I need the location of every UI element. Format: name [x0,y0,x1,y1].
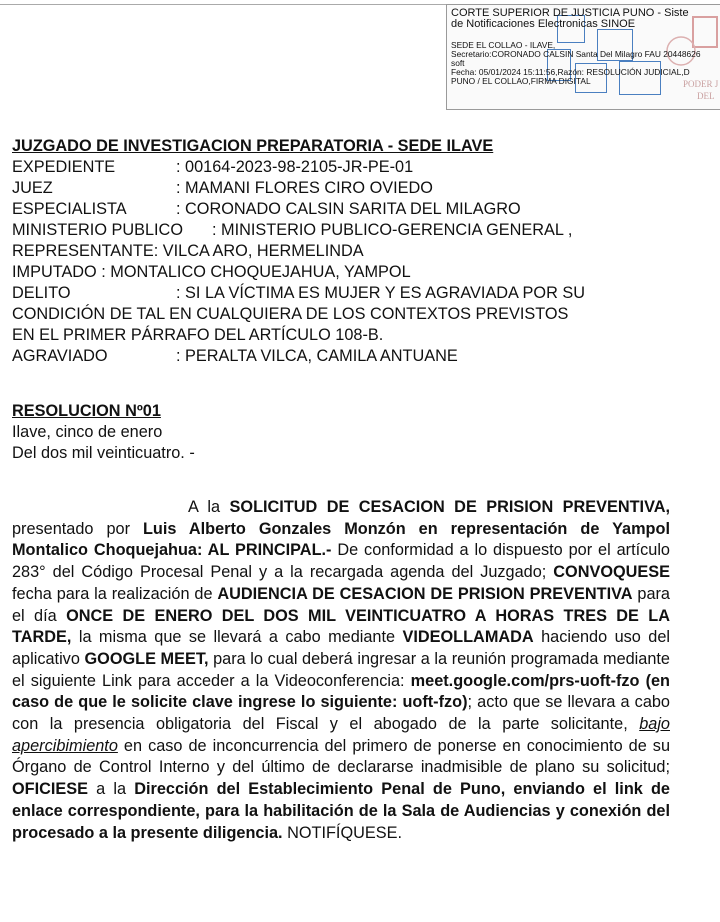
delito-value: : SI LA VÍCTIMA ES MUJER Y ES AGRAVIADA POR SU [176,284,585,302]
body-bold-text: ONCE DE ENERO DEL DOS MIL VEINTICUATRO A HORAS TRES DE LA TARDE, [12,606,670,647]
stamp-soft-line: soft [451,58,465,68]
body-text: ; acto que se llevara a cabo con la presencia obligatoria del Fiscal y el abogado de la parte solicitante, [12,693,670,734]
body-text: a la [88,780,135,799]
resolution-year: Del dos mil veinticuatro. - [12,444,195,462]
body-text: NOTIFÍQUESE. [282,823,402,842]
case-header [12,136,672,464]
juez-row [12,178,672,199]
stamp-sede-line: SEDE EL COLLAO - ILAVE, [451,40,556,50]
body-underlined-text: bajo apercibimiento [12,715,670,755]
meeting-link: meet.google.com/prs-uoft-fzo (en caso de que le solicite clave ingrese lo siguiente: uoft-fzo) [12,671,670,712]
body-bold-text: Dirección del Establecimiento Penal de Puno, enviando el link de enlace correspondiente, para la habilitación de la Sala de Audiencias y conexión del procesado a la presente diligencia. [12,780,670,842]
resolution-title: RESOLUCION Nº01 [12,402,161,420]
body-bold-text: CONVOQUESE [553,563,670,582]
especialista-row [12,199,672,220]
especialista-value: : CORONADO CALSIN SARITA DEL MILAGRO [176,200,521,218]
body-bold-text: GOOGLE MEET, [84,649,209,668]
body-text: fecha para la realización de [12,584,218,603]
digital-signature-stamp [446,4,720,110]
body-bold-text: VIDEOLLAMADA [402,628,534,647]
delito-continuation-1: CONDICIÓN DE TAL EN CUALQUIERA DE LOS CONTEXTOS PREVISTOS [12,305,569,323]
expediente-label: EXPEDIENTE [12,158,116,176]
agraviado-row [12,346,672,367]
body-bold-text: AUDIENCIA DE CESACION DE PRISION PREVENTIVA [217,584,633,603]
body-text: para lo cual deberá ingresar a la reunión programada mediante el siguiente Link para acceder a la Videoconferencia: [12,649,670,690]
body-bold-text: SOLICITUD DE CESACION DE PRISION PREVENTIVA, [229,498,671,516]
stamp-secretary-line: Secretario:CORONADO CALSIN Santa Del Milagro FAU 20448626 [451,49,701,59]
juez-value: : MAMANI FLORES CIRO OVIEDO [176,179,433,197]
body-bold-text: OFICIESE [12,780,88,799]
delito-continuation-2: EN EL PRIMER PÁRRAFO DEL ARTÍCULO 108-B. [12,326,384,344]
stamp-system-line: de Notificaciones Electronicas SINOE [451,18,636,30]
juez-label: JUEZ [12,179,53,197]
expediente-row [12,157,672,178]
body-text: la misma que se llevará a cabo mediante [71,628,403,647]
stamp-court-line: CORTE SUPERIOR DE JUSTICIA PUNO - Siste [451,7,689,19]
ministerio-label: MINISTERIO PUBLICO [12,221,183,239]
expediente-value: : 00164-2023-98-2105-JR-PE-01 [176,158,414,176]
delito-label: DELITO [12,284,71,302]
resolution-body [12,497,670,844]
body-text: presentado por [12,519,143,538]
stamp-date-line: Fecha: 05/01/2024 15:11:56,Razón: RESOLUCIÓN JUDICIAL,D [451,67,690,77]
ministerio-value: : MINISTERIO PUBLICO-GERENCIA GENERAL , [212,221,573,239]
body-text: De conformidad a lo dispuesto por el artículo 283° del Código Procesal Penal y a la recargada agenda del Juzgado; [12,541,670,582]
ministerio-row [12,220,672,241]
resolution-block [12,401,672,464]
representante-row: REPRESENTANTE: VILCA ARO, HERMELINDA [12,242,364,260]
resolution-place-date: Ilave, cinco de enero [12,423,163,441]
body-bold-text: Luis Alberto Gonzales Monzón en representación de Yampol Montalico Choquejahua: AL PRINCIPAL.- [12,519,670,560]
stamp-location-line: PUNO / EL COLLAO,FIRMA DIGITAL [451,76,591,86]
court-title: JUZGADO DE INVESTIGACION PREPARATORIA - SEDE ILAVE [12,137,494,155]
svg-text:DEL: DEL [697,91,715,101]
imputado-row: IMPUTADO : MONTALICO CHOQUEJAHUA, YAMPOL [12,263,411,281]
body-text: para el día [12,584,670,625]
especialista-label: ESPECIALISTA [12,200,127,218]
svg-text:PODER J: PODER J [683,79,719,89]
body-text: en caso de inconcurrencia del primero de ponerse en conocimiento de su Órgano de Control Interno y del último de declararse inadmisible de plano su solicitud; [12,736,670,777]
agraviado-value: : PERALTA VILCA, CAMILA ANTUANE [176,347,458,365]
agraviado-label: AGRAVIADO [12,347,108,365]
delito-row [12,283,672,304]
body-text: A la [188,498,230,516]
body-text: haciendo uso del aplicativo [12,628,670,668]
